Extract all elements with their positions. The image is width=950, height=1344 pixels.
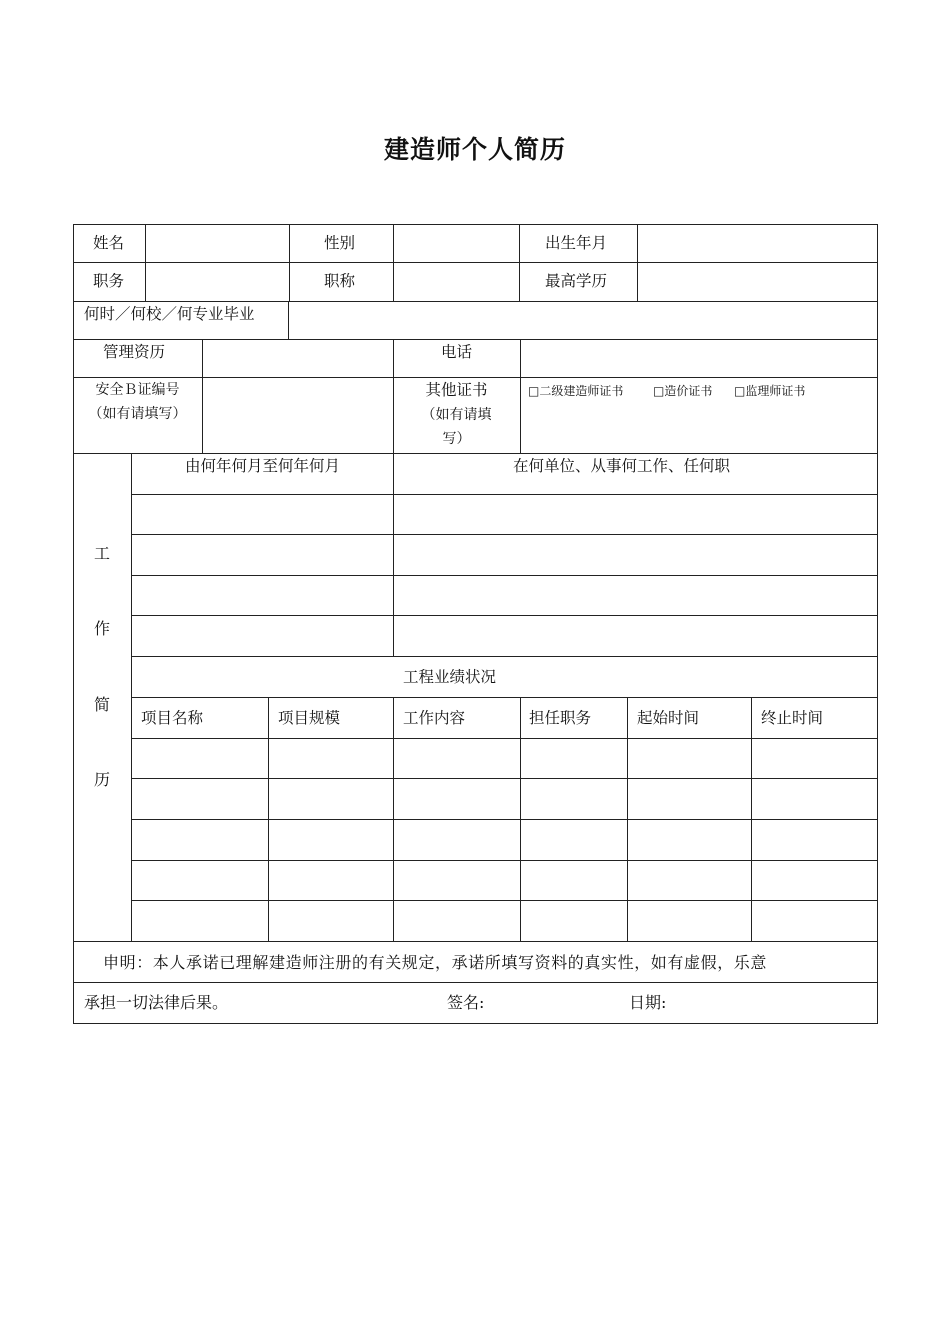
row-line [131, 778, 878, 779]
declaration-line-2: 承担一切法律后果。 [84, 993, 229, 1012]
table-border-bottom [73, 1023, 878, 1024]
col-header-project-name: 项目名称 [141, 709, 204, 727]
row-line [131, 697, 878, 698]
birth-label: 出生年月 [545, 234, 608, 252]
work-side-char: 历 [94, 770, 111, 789]
row-line [131, 819, 878, 820]
col-line [393, 697, 394, 941]
other-cert-note: （如有请填 [421, 407, 492, 423]
col-line [145, 224, 146, 301]
page-title: 建造师个人简历 [383, 135, 566, 164]
cert-option-supervisor[interactable]: □监理师证书 [734, 384, 806, 398]
col-line [520, 339, 521, 453]
col-line [289, 224, 290, 301]
unit-header: 在何单位、从事何工作、任何职 [513, 457, 731, 475]
col-line [519, 224, 520, 301]
col-line [520, 697, 521, 941]
col-line [393, 453, 394, 656]
declaration-line-1: 申明：本人承诺已理解建造师注册的有关规定，承诺所填写资料的真实性，如有虚假，乐意 [103, 953, 768, 972]
row-line [73, 339, 878, 340]
date-label: 日期: [629, 993, 667, 1012]
gender-label: 性别 [324, 234, 356, 252]
row-line [131, 900, 878, 901]
row-line [73, 262, 878, 263]
row-line [131, 860, 878, 861]
col-line [268, 697, 269, 941]
row-line [131, 575, 878, 576]
row-line [131, 656, 878, 657]
phone-label: 电话 [441, 343, 473, 361]
row-line [131, 494, 878, 495]
performance-title: 工程业绩状况 [403, 668, 497, 686]
row-line [131, 534, 878, 535]
safety-cert-note: （如有请填写） [88, 406, 187, 422]
col-header-project-scale: 项目规模 [278, 709, 341, 727]
work-side-char: 工 [94, 544, 111, 563]
col-line [202, 339, 203, 453]
name-label: 姓名 [93, 234, 125, 252]
signature-label: 签名: [447, 993, 485, 1012]
other-cert-note: 写） [442, 431, 471, 447]
row-line [73, 982, 878, 983]
col-line [751, 697, 752, 941]
col-header-start-time: 起始时间 [637, 709, 700, 727]
education-label: 最高学历 [545, 272, 608, 290]
col-line [637, 224, 638, 301]
col-header-end-time: 终止时间 [761, 709, 824, 727]
table-border-left [73, 224, 74, 1024]
cert-option-builder[interactable]: □二级建造师证书 [528, 384, 624, 398]
col-line [131, 453, 132, 941]
col-line [393, 224, 394, 301]
row-line [131, 738, 878, 739]
col-header-role: 担任职务 [529, 709, 592, 727]
row-line [131, 615, 878, 616]
graduation-label: 何时／何校／何专业毕业 [84, 305, 255, 323]
table-border-right [877, 224, 878, 1024]
table-border-top [73, 224, 878, 225]
col-line [627, 697, 628, 941]
period-header: 由何年何月至何年何月 [185, 457, 341, 475]
resume-form-table [73, 224, 878, 1024]
management-label: 管理资历 [103, 343, 166, 361]
title-label: 职称 [324, 272, 356, 290]
col-header-work-content: 工作内容 [403, 709, 466, 727]
work-side-char: 作 [94, 619, 111, 638]
work-side-char: 简 [94, 695, 111, 714]
cert-option-cost[interactable]: □造价证书 [653, 384, 713, 398]
row-line [73, 941, 878, 942]
other-cert-label: 其他证书 [425, 381, 488, 399]
position-label: 职务 [93, 272, 125, 290]
safety-cert-label: 安全Ｂ证编号 [95, 382, 180, 398]
col-line [288, 301, 289, 339]
